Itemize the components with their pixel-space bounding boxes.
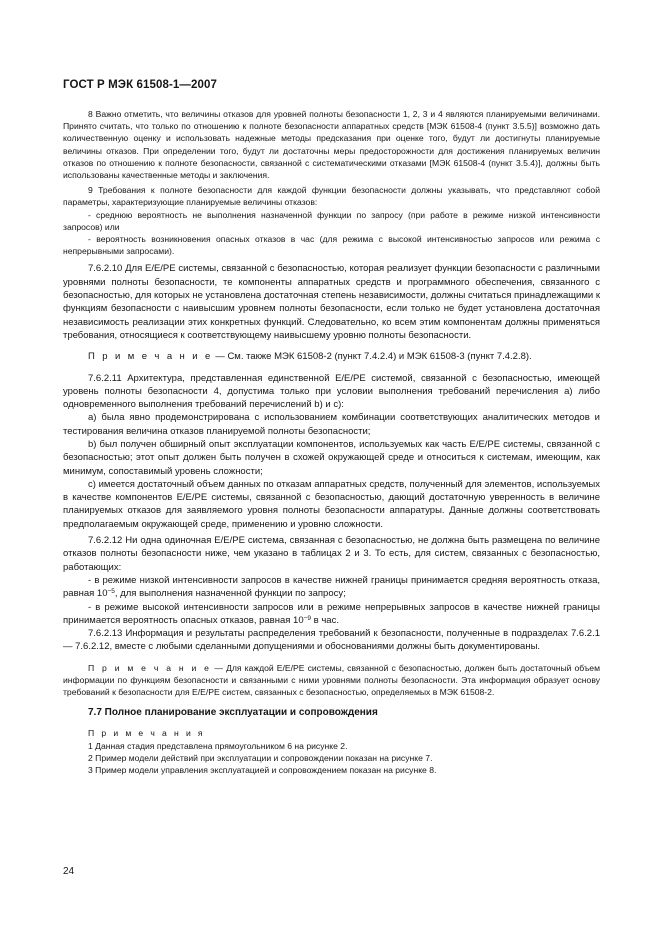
clause-7-6-2-11-item-b: b) был получен обширный опыт эксплуатации компонентов, используемых как часть Е/Е/РЕ системы, связанной с безопасностью; этот опыт должен быть получен в схожей окружающей среде и относиться к системам, имеющим, как минимум, сопоставимый уровень сложности; [63,439,600,477]
note-clause-7-6-2-13 [63,662,600,699]
item-text: в час. [311,614,339,626]
note-clause-7-6-2-10 [63,350,600,363]
note-text: — Для каждой Е/Е/РЕ системы, связанной с безопасностью, должен быть достаточный объем информации по функциям безопасности и связанными с ними уровнями полноты безопасности. Эта информация образует основу требований к безопасности для Е/Е/РЕ систем, связанных с безопасностью, определяемых в МЭК 61508-2. [63,662,600,698]
note-9: 9 Требования к полноте безопасности для каждой функции безопасности должны указывать, что представляют собой параметры, характеризующие планируемые величины отказов: [63,185,600,208]
page-body [63,108,600,776]
item-text: , для выполнения назначенной функции по запросу; [114,588,346,600]
note-7-7-3: 3 Пример модели управления эксплуатацией и сопровождением показан на рисунке 8. [88,764,437,775]
clause-7-6-2-12-item-a [63,574,600,601]
clause-7-6-2-11: 7.6.2.11 Архитектура, представленная единственной Е/Е/РЕ системой, связанной с безопасностью, имеющей уровень полноты безопасности 4, допустима только при условии выполнения требований перечисления a) либо одновременного выполнения требований перечислений b) и с): [63,372,600,411]
exponent: −5 [107,588,115,596]
note-9-item-b: - вероятность возникновения опасных отказов в час (для режима с высокой интенсивностью запросов или режима с непрерывными запросами). [63,234,600,257]
notes-7-7 [63,727,600,776]
notes-label: П р и м е ч а н и я [88,728,205,739]
section-heading-7-7: 7.7 Полное планирование эксплуатации и сопровождения [88,707,378,719]
note-7-7-1: 1 Данная стадия представлена прямоугольником 6 на рисунке 2. [88,740,348,751]
exponent: −9 [303,614,312,622]
note-text: — См. также МЭК 61508-2 (пункт 7.4.2.4) и МЭК 61508-3 (пункт 7.4.2.8). [212,351,532,363]
clause-7-6-2-10: 7.6.2.10 Для Е/Е/РЕ системы, связанной с безопасностью, которая реализует функции безопасности с различными уровнями полноты безопасности, те компоненты аппаратных средств и программного обеспечения, связанного с безопасностью, для которых не установлена достаточная степень независимости, должны считаться принадлежащими к функциям безопасности с наивысшим уровнем полноты безопасности, если только не будет установлена достаточная независимость реализации этих конкретных функций. Следовательно, ко всем этим компонентам должны применяться требования, относящиеся к соответствующему наивысшему уровню полноты безопасности. [63,263,600,341]
note-label: П р и м е ч а н и е [88,351,213,363]
clause-7-6-2-12-item-b [63,601,600,628]
note-label: П р и м е ч а н и е [88,662,212,673]
clause-7-6-2-11-item-c: с) имеется достаточный объем данных по отказам аппаратных средств, полученный для элементов, используемых в качестве компонентов Е/Е/РЕ системы, связанной с безопасностью, дающий достаточную уверенность в величине планируемых отказов для заявляемого уровня полноты безопасности аппаратуры. Данные должны соответствовать предполагаемым окружающей среде, применению и уровню сложности. [63,478,600,530]
clause-7-6-2-13: 7.6.2.13 Информация и результаты распределения требований к безопасности, полученные в подразделах 7.6.2.1 — 7.6.2.12, вместе с любыми сделанными допущениями и обоснованиями должны быть документированы. [63,628,600,653]
item-text: - в режиме высокой интенсивности запросов или в режиме непрерывных запросов в качестве нижней границы принимается вероятность опасных отказов, равная 10 [63,601,600,626]
page-number: 24 [63,866,75,877]
clause-7-6-2-11-item-a: a) была явно продемонстрирована с использованием комбинации соответствующих аналитических методов и тестирования величина отказов планируемой полноты безопасности; [63,412,600,437]
clause-7-6-2-12: 7.6.2.12 Ни одна одиночная Е/Е/РЕ система, связанная с безопасностью, не должна быть размещена по величине отказов полноты безопасности ниже, чем указано в таблицах 2 и 3. То есть, для систем, связанных с безопасностью, работающих: [63,535,600,573]
standard-header: ГОСТ Р МЭК 61508-1—2007 [63,79,217,91]
note-9-item-a: - среднюю вероятность не выполнения назначенной функции по запросу (при работе в режиме низкой интенсивности запросов) или [63,209,600,232]
note-8: 8 Важно отметить, что величины отказов для уровней полноты безопасности 1, 2, 3 и 4 являются планируемыми величинами. Принято считать, что только по отношению к полноте безопасности аппаратных средств [МЭК 61508-4 (пункт 3.5.5)] возможно дать количественную оценку и использовать надежные методы предсказания при оценке того, будут ли достигнуты планируемые величины отказов. При определении того, будут ли достаточны меры предосторожности для достижения планируемых величин отказов по отношению к полноте безопасности, связанной с систематическими отказами [МЭК 61508-4 (пункт 3.5.4)], должны быть использованы качественные методы и заключения. [63,109,600,181]
item-text: - в режиме низкой интенсивности запросов в качестве нижней границы принимается средняя вероятность отказа, равная 10 [63,574,600,600]
note-7-7-2: 2 Пример модели действий при эксплуатации и сопровождении показан на рисунке 7. [88,752,433,763]
